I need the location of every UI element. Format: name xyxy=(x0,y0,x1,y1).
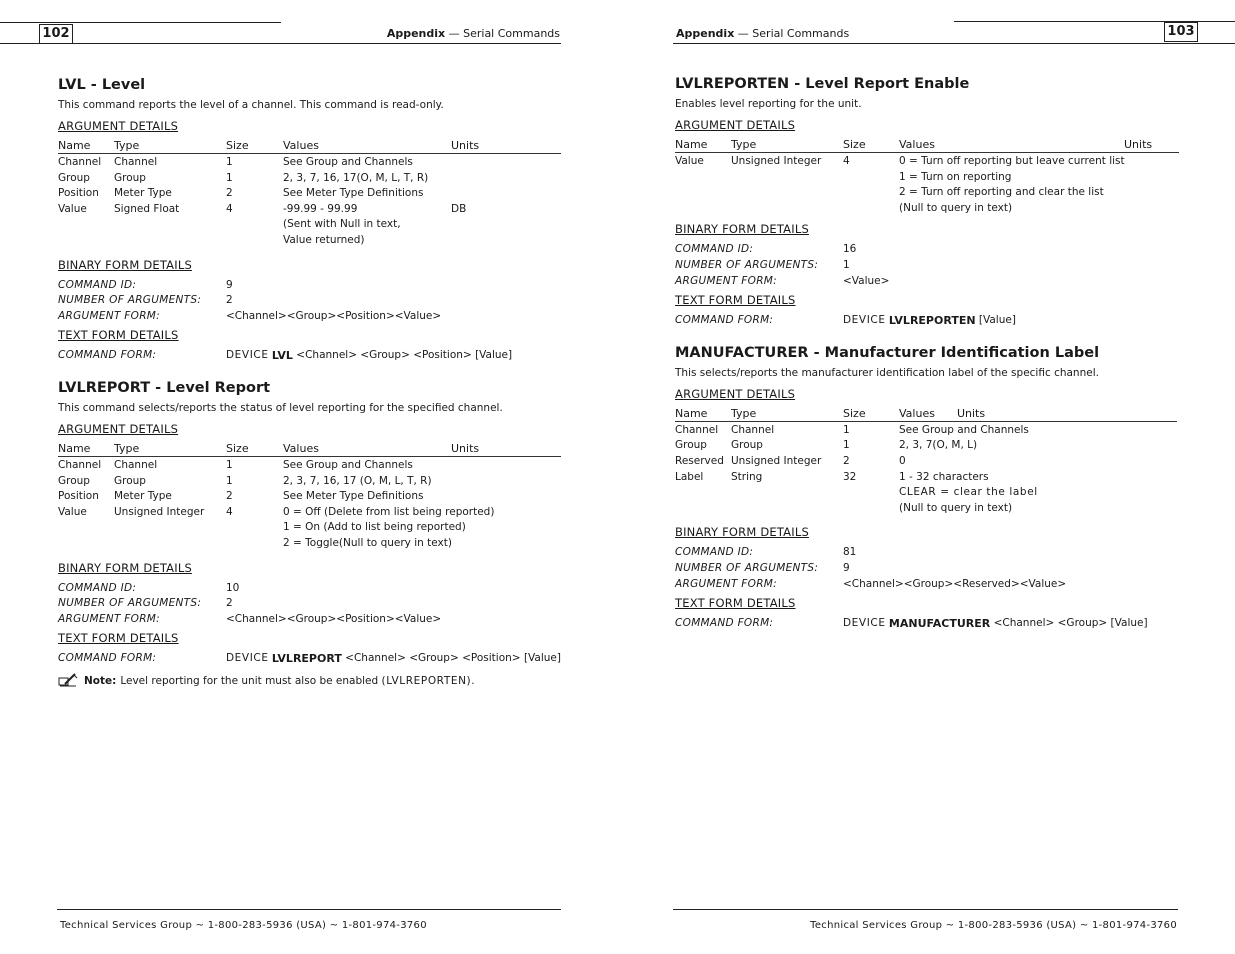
binary-form-details xyxy=(58,581,561,628)
table-cell: 0 = Off (Delete from list being reported) xyxy=(283,505,495,518)
num-args-value: 2 xyxy=(226,597,233,610)
header-rule xyxy=(673,43,1235,44)
binary-form-heading: BINARY FORM DETAILS xyxy=(675,222,809,237)
table-cell xyxy=(58,216,114,232)
cmd-prefix: DEVICE xyxy=(843,314,886,327)
header-section: Appendix xyxy=(676,27,735,40)
cmd-name: LVL xyxy=(271,349,293,363)
table-row xyxy=(58,216,561,232)
table-cell xyxy=(226,232,283,248)
table-cell xyxy=(451,232,561,248)
table-cell xyxy=(451,154,561,170)
command-id-label: COMMAND ID: xyxy=(675,546,754,559)
column-header: Values xyxy=(283,139,451,154)
table-cell xyxy=(731,169,843,185)
text-form-details xyxy=(58,651,561,667)
table-cell xyxy=(114,216,226,232)
cmd-name: MANUFACTURER xyxy=(888,617,991,631)
arg-form-value: <Channel><Group><Position><Value> xyxy=(226,612,442,625)
table-cell: See Group and Channels xyxy=(899,423,1029,436)
table-cell: 4 xyxy=(226,505,233,518)
table-cell: See Group and Channels xyxy=(283,458,413,471)
table-cell xyxy=(451,473,561,489)
table-cell xyxy=(843,484,899,500)
num-args-label: NUMBER OF ARGUMENTS: xyxy=(675,258,819,271)
table-cell: Meter Type xyxy=(114,187,172,200)
section-description: Enables level reporting for the unit. xyxy=(675,98,862,110)
text-form-heading: TEXT FORM DETAILS xyxy=(675,293,796,308)
cmd-optional: [Value] xyxy=(475,349,513,362)
arg-form-label: ARGUMENT FORM: xyxy=(675,274,777,287)
section-description: This command selects/reports the status of level reporting for the specified channel. xyxy=(58,401,503,414)
text-form-details xyxy=(58,348,561,364)
argument-table xyxy=(58,442,561,551)
note xyxy=(58,673,561,690)
command-id-value: 81 xyxy=(843,546,857,559)
num-args-value: 1 xyxy=(843,258,850,271)
table-row xyxy=(58,473,561,489)
table-cell: 1 xyxy=(226,474,233,487)
table-cell: See Meter Type Definitions xyxy=(283,490,424,503)
table-cell xyxy=(843,500,899,516)
section-lvlreport xyxy=(58,380,561,690)
table-header-row xyxy=(675,138,1179,153)
header-dash: — xyxy=(448,27,460,40)
pencil-note-icon xyxy=(58,673,78,690)
table-cell: Channel xyxy=(58,458,102,471)
table-cell: DB xyxy=(451,202,467,215)
table-row xyxy=(675,153,1179,169)
column-header: Size xyxy=(226,139,283,154)
command-form-label: COMMAND FORM: xyxy=(675,314,774,327)
table-row xyxy=(58,185,561,201)
header-dash: — xyxy=(737,27,749,40)
binary-form-heading: BINARY FORM DETAILS xyxy=(58,560,192,575)
footer-rule xyxy=(57,909,561,910)
table-cell: (Sent with Null in text, xyxy=(283,218,401,231)
table-cell: Signed Float xyxy=(114,202,180,215)
table-cell: (Null to query in text) xyxy=(899,201,1013,214)
cmd-optional: [Value] xyxy=(1110,617,1148,630)
argument-details-heading: ARGUMENT DETAILS xyxy=(58,421,179,436)
section-description: This command reports the level of a channel. This command is read-only. xyxy=(58,99,444,111)
header-title: Serial Commands xyxy=(752,27,850,40)
column-header: Type xyxy=(731,407,843,422)
table-cell: 32 xyxy=(843,470,857,483)
footer-text: Technical Services Group ~ 1-800-283-5936 (USA) ~ 1-801-974-3760 xyxy=(60,920,427,931)
table-cell: Group xyxy=(731,439,763,452)
table-row xyxy=(58,488,561,504)
table-cell xyxy=(451,456,561,472)
table-cell: Unsigned Integer xyxy=(731,155,822,167)
table-cell: Unsigned Integer xyxy=(731,454,822,467)
table-row xyxy=(58,201,561,217)
running-header xyxy=(676,27,849,40)
table-cell: Channel xyxy=(58,156,102,168)
table-cell: Channel xyxy=(675,423,719,436)
left-page xyxy=(0,0,617,954)
command-id-value: 10 xyxy=(226,581,240,594)
arg-form-label: ARGUMENT FORM: xyxy=(58,309,160,322)
table-cell xyxy=(843,184,899,200)
table-cell: Group xyxy=(675,439,707,452)
table-cell: Group xyxy=(114,171,146,184)
arg-form-label: ARGUMENT FORM: xyxy=(58,612,160,625)
binary-form-heading: BINARY FORM DETAILS xyxy=(58,257,192,272)
table-cell xyxy=(114,232,226,248)
table-row xyxy=(58,504,561,520)
command-id-value: 9 xyxy=(226,278,233,291)
note-text: Level reporting for the unit must also be enabled xyxy=(120,675,379,688)
section-title: MANUFACTURER - Manufacturer Identification Label xyxy=(675,344,1100,361)
command-form-label: COMMAND FORM: xyxy=(675,617,774,630)
cmd-optional: [Value] xyxy=(523,652,561,665)
arg-form-value: <Channel><Group><Reserved><Value> xyxy=(843,577,1067,590)
table-cell: See Meter Type Definitions xyxy=(283,187,424,200)
table-cell xyxy=(843,200,899,216)
table-cell: 1 = On (Add to list being reported) xyxy=(283,521,466,534)
page-number: 103 xyxy=(1164,22,1198,42)
table-cell: String xyxy=(731,470,763,483)
table-cell xyxy=(226,535,283,551)
section-description: This selects/reports the manufacturer identification label of the specific channel. xyxy=(675,366,1099,379)
command-form-label: COMMAND FORM: xyxy=(58,349,157,362)
table-cell: Position xyxy=(58,490,99,503)
cmd-name: LVLREPORT xyxy=(271,652,342,666)
table-cell: 1 xyxy=(226,458,233,471)
binary-form-heading: BINARY FORM DETAILS xyxy=(675,525,809,540)
column-header: Values xyxy=(899,138,1124,153)
table-cell xyxy=(675,200,731,216)
argument-table xyxy=(675,138,1179,215)
table-cell: Channel xyxy=(114,156,158,168)
table-row xyxy=(675,437,1177,453)
argument-details-heading: ARGUMENT DETAILS xyxy=(675,118,796,132)
table-cell: See Group and Channels xyxy=(283,156,413,168)
table-cell xyxy=(731,184,843,200)
cmd-name: LVLREPORTEN xyxy=(888,314,976,328)
table-cell: 4 xyxy=(843,155,850,167)
section-lvlreporten xyxy=(675,76,1179,329)
argument-details-heading: ARGUMENT DETAILS xyxy=(675,386,796,401)
table-cell: (Null to query in text) xyxy=(899,501,1013,514)
table-cell xyxy=(451,488,561,504)
table-cell xyxy=(675,184,731,200)
table-cell: 2 xyxy=(226,187,233,200)
note-code: (LVLREPORTEN). xyxy=(381,675,476,688)
table-row xyxy=(675,453,1177,469)
table-cell: Group xyxy=(58,474,90,487)
arg-form-value: <Channel><Group><Position><Value> xyxy=(226,309,442,322)
table-row xyxy=(58,456,561,472)
column-header: Name xyxy=(675,138,731,153)
table-header-row xyxy=(58,442,561,457)
text-form-details xyxy=(675,616,1179,632)
table-cell xyxy=(675,484,731,500)
page-content xyxy=(675,76,1179,632)
table-cell: 1 xyxy=(226,156,233,168)
table-cell xyxy=(114,535,226,551)
column-header: Units xyxy=(956,406,986,420)
table-row xyxy=(675,469,1177,485)
table-row xyxy=(675,169,1179,185)
table-cell xyxy=(451,185,561,201)
table-cell: Label xyxy=(675,470,704,483)
table-row xyxy=(58,535,561,551)
page-number: 102 xyxy=(39,24,73,44)
table-cell: Value returned) xyxy=(283,233,365,246)
table-cell: Position xyxy=(58,187,99,200)
table-cell xyxy=(731,500,843,516)
section-lvl xyxy=(58,77,561,364)
table-cell: -99.99 - 99.99 xyxy=(283,202,358,215)
column-header: Size xyxy=(843,138,899,153)
column-header: Name xyxy=(675,407,731,422)
cmd-prefix: DEVICE xyxy=(226,349,269,362)
column-header: Name xyxy=(58,139,114,154)
num-args-value: 9 xyxy=(843,561,850,574)
table-cell: 2 xyxy=(226,490,233,503)
command-id-label: COMMAND ID: xyxy=(58,581,137,594)
table-row xyxy=(58,154,561,170)
table-cell xyxy=(731,484,843,500)
table-cell: 2 = Turn off reporting and clear the list xyxy=(899,186,1104,199)
table-cell: 1 xyxy=(843,439,850,452)
table-cell: 0 xyxy=(899,454,906,467)
table-cell xyxy=(58,232,114,248)
table-cell xyxy=(58,519,114,535)
table-cell: Group xyxy=(58,171,90,184)
table-cell xyxy=(451,170,561,186)
table-cell: Channel xyxy=(731,423,775,436)
num-args-value: 2 xyxy=(226,294,233,307)
table-cell: 1 - 32 characters xyxy=(899,470,989,483)
table-cell: 4 xyxy=(226,202,233,215)
table-cell: Unsigned Integer xyxy=(114,505,205,518)
right-page xyxy=(617,0,1235,954)
table-row xyxy=(675,421,1177,437)
header-title: Serial Commands xyxy=(463,27,560,40)
cmd-args: <Channel> <Group> xyxy=(993,617,1108,630)
column-header: Values xyxy=(899,406,935,420)
table-cell: Value xyxy=(58,202,87,215)
table-cell: CLEAR = clear the label xyxy=(899,486,1038,499)
table-cell: 1 = Turn on reporting xyxy=(899,170,1012,183)
cmd-prefix: DEVICE xyxy=(226,652,269,665)
table-cell xyxy=(226,519,283,535)
table-cell xyxy=(843,169,899,185)
table-row xyxy=(675,500,1177,516)
command-id-label: COMMAND ID: xyxy=(675,243,754,256)
section-title: LVLREPORT - Level Report xyxy=(58,379,271,396)
section-manufacturer xyxy=(675,345,1179,632)
column-header: Size xyxy=(843,407,899,422)
cmd-optional: [Value] xyxy=(978,314,1016,327)
section-title: LVLREPORTEN - Level Report Enable xyxy=(675,76,970,92)
table-cell xyxy=(675,500,731,516)
num-args-label: NUMBER OF ARGUMENTS: xyxy=(675,561,819,574)
table-cell: 2 = Toggle(Null to query in text) xyxy=(283,536,452,549)
binary-form-details xyxy=(58,278,561,325)
command-id-label: COMMAND ID: xyxy=(58,278,137,291)
command-form-label: COMMAND FORM: xyxy=(58,652,157,665)
table-cell xyxy=(114,519,226,535)
table-cell: 2, 3, 7, 16, 17 (O, M, L, T, R) xyxy=(283,474,432,487)
header-rule xyxy=(0,43,561,44)
section-title: LVL - Level xyxy=(58,77,146,93)
table-row xyxy=(675,200,1179,216)
table-cell: Value xyxy=(675,155,704,167)
column-header-values-units xyxy=(899,407,1177,422)
table-cell xyxy=(226,216,283,232)
table-cell xyxy=(58,535,114,551)
table-cell: 0 = Turn off reporting but leave current list xyxy=(899,155,1125,167)
num-args-label: NUMBER OF ARGUMENTS: xyxy=(58,597,202,610)
table-row xyxy=(58,519,561,535)
text-form-heading: TEXT FORM DETAILS xyxy=(675,596,796,611)
text-form-details xyxy=(675,313,1179,329)
header-section: Appendix xyxy=(386,27,446,40)
command-id-value: 16 xyxy=(843,243,857,256)
argument-table xyxy=(675,407,1177,516)
column-header: Size xyxy=(226,442,283,457)
cmd-prefix: DEVICE xyxy=(843,617,886,630)
table-row xyxy=(675,184,1179,200)
page-content xyxy=(58,77,561,690)
argument-table xyxy=(58,139,561,248)
cmd-args: <Channel> <Group> <Position> xyxy=(296,349,472,362)
cmd-args: <Channel> <Group> <Position> xyxy=(345,652,521,665)
table-cell: Value xyxy=(58,505,87,518)
num-args-label: NUMBER OF ARGUMENTS: xyxy=(58,294,202,307)
table-cell xyxy=(675,169,731,185)
binary-form-details xyxy=(675,545,1179,592)
table-cell: Meter Type xyxy=(114,490,172,503)
table-header-row xyxy=(675,407,1177,422)
arg-form-value: <Value> xyxy=(843,274,890,287)
column-header: Units xyxy=(451,442,561,457)
binary-form-details xyxy=(675,242,1179,289)
table-cell: 1 xyxy=(843,423,850,436)
column-header: Type xyxy=(114,139,226,154)
text-form-heading: TEXT FORM DETAILS xyxy=(58,328,179,343)
footer-text: Technical Services Group ~ 1-800-283-5936 (USA) ~ 1-801-974-3760 xyxy=(810,920,1177,931)
text-form-heading: TEXT FORM DETAILS xyxy=(58,631,179,646)
column-header: Values xyxy=(283,442,451,457)
table-cell: 1 xyxy=(226,171,233,184)
argument-details-heading: ARGUMENT DETAILS xyxy=(58,119,179,133)
table-header-row xyxy=(58,139,561,154)
table-row xyxy=(58,170,561,186)
running-header xyxy=(387,27,560,40)
note-label: Note: xyxy=(84,675,117,688)
table-cell: 2, 3, 7(O, M, L) xyxy=(899,439,978,452)
table-cell xyxy=(731,200,843,216)
column-header: Type xyxy=(731,138,843,153)
arg-form-label: ARGUMENT FORM: xyxy=(675,577,777,590)
table-row xyxy=(675,484,1177,500)
footer-rule xyxy=(673,909,1178,910)
table-cell: 2 xyxy=(843,454,850,467)
column-header: Type xyxy=(114,442,226,457)
table-cell: Reserved xyxy=(675,454,724,467)
table-row xyxy=(58,232,561,248)
header-rule xyxy=(0,22,281,23)
column-header: Units xyxy=(1124,138,1179,153)
column-header: Units xyxy=(451,139,561,154)
table-cell: Channel xyxy=(114,458,158,471)
table-cell: Group xyxy=(114,474,146,487)
table-cell: 2, 3, 7, 16, 17(O, M, L, T, R) xyxy=(283,171,429,184)
column-header: Name xyxy=(58,442,114,457)
table-cell xyxy=(451,216,561,232)
